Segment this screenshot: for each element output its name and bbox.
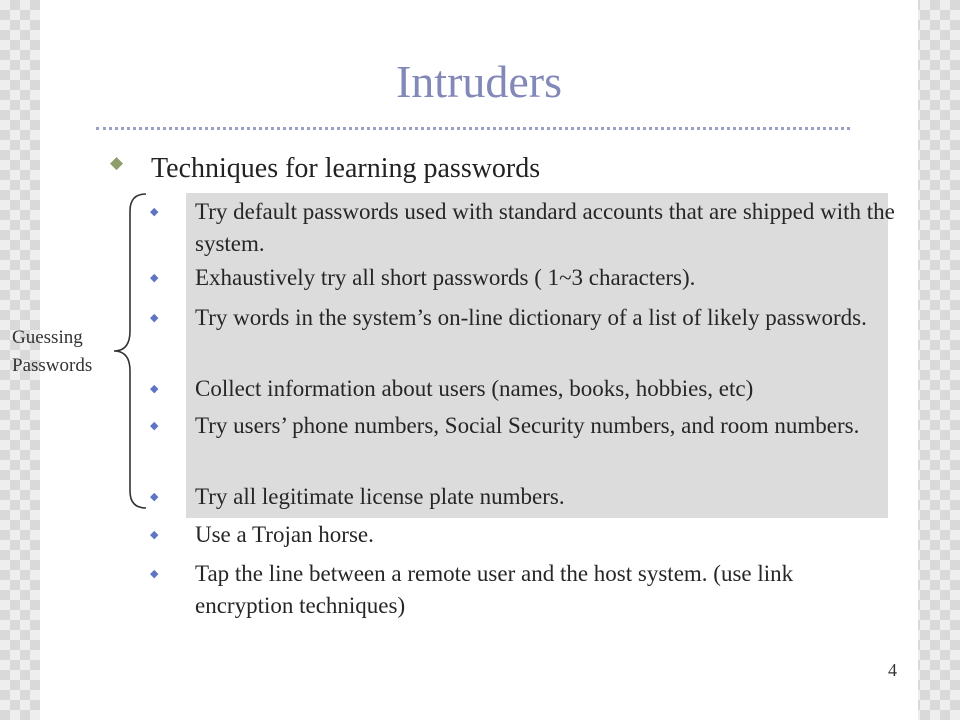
list-item-text: Try default passwords used with standard accounts that are shipped with the system.: [195, 199, 895, 256]
diamond-bullet-icon: ◆: [150, 272, 159, 284]
list-item-text: Collect information about users (names, books, hobbies, etc): [195, 376, 754, 401]
list-item-text: Use a Trojan horse.: [195, 522, 374, 547]
label-line: Passwords: [12, 355, 93, 376]
diamond-bullet-icon: ◆: [150, 491, 159, 503]
diamond-bullet-icon: ◆: [110, 153, 124, 172]
curly-brace-icon: [112, 191, 152, 511]
list-item-text: Exhaustively try all short passwords ( 1~3 characters).: [195, 265, 696, 290]
diamond-bullet-icon: ◆: [150, 568, 159, 580]
list-item-text: Try words in the system’s on-line dictionary of a list of likely passwords.: [195, 305, 867, 330]
diamond-bullet-icon: ◆: [150, 206, 159, 218]
list-item-text: Try users’ phone numbers, Social Security numbers, and room numbers.: [195, 413, 860, 438]
slide-title: Intruders: [395, 56, 563, 107]
list-item-text: Try all legitimate license plate numbers.: [195, 484, 565, 509]
diamond-bullet-icon: ◆: [150, 420, 159, 432]
heading-text: Techniques for learning passwords: [151, 153, 541, 184]
diamond-bullet-icon: ◆: [150, 312, 159, 324]
guessing-passwords-label: [12, 324, 92, 380]
title-divider: [96, 127, 850, 130]
list-item-text: Tap the line between a remote user and the host system. (use link encryption techniques): [195, 561, 794, 618]
page-number: 4: [888, 660, 897, 680]
label-line: Guessing: [12, 327, 83, 348]
slide: [12, 0, 918, 720]
diamond-bullet-icon: ◆: [150, 383, 159, 395]
diamond-bullet-icon: ◆: [150, 529, 159, 541]
